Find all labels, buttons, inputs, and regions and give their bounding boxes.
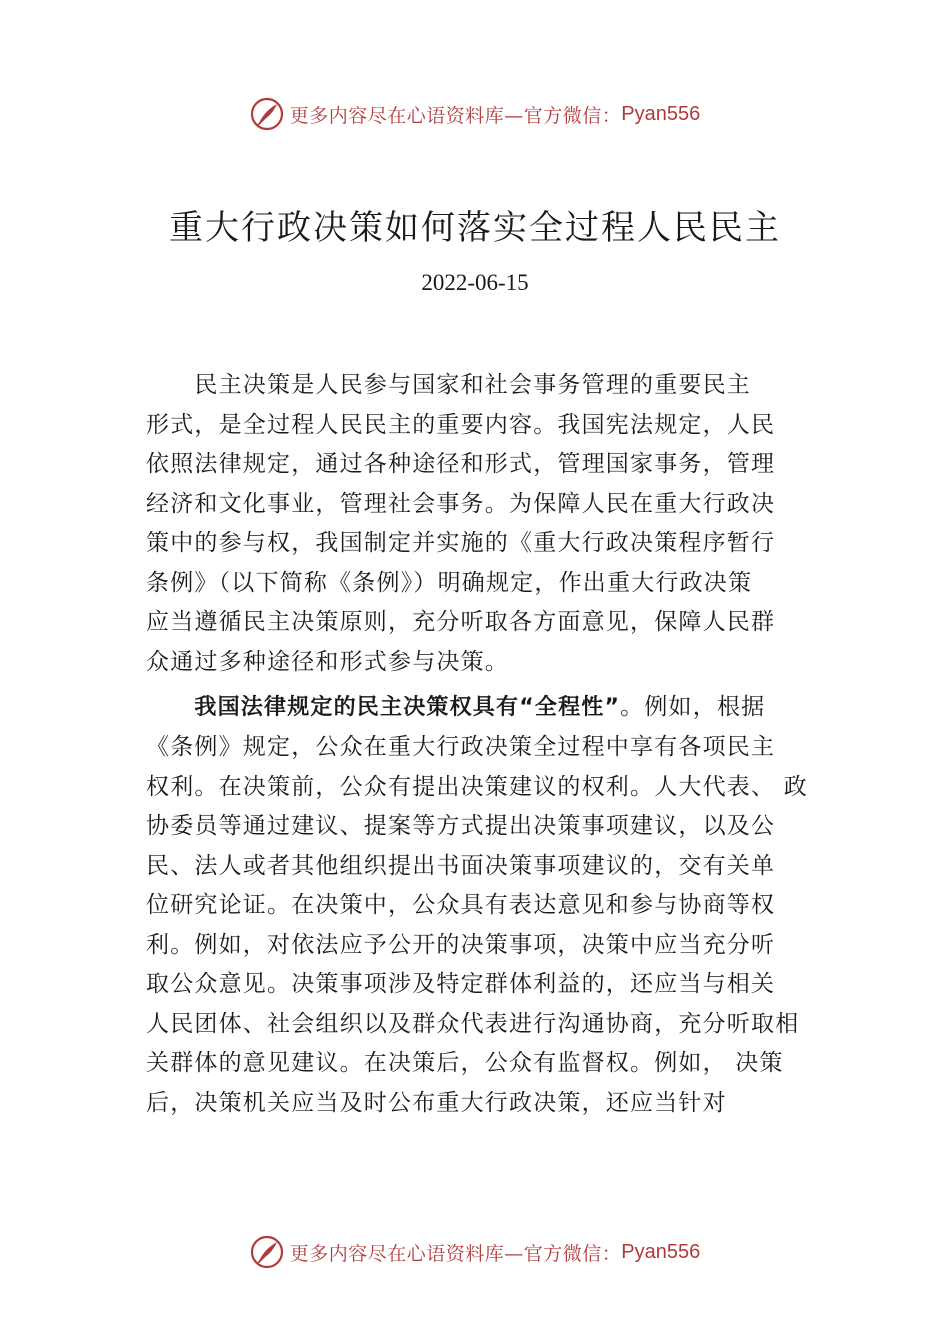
text-line: 依照法律规定，通过各种途径和形式，管理国家事务，管理: [146, 451, 776, 477]
article-date: 2022-06-15: [421, 270, 529, 295]
text-line: 关群体的意见建议。在决策后，公众有监督权。例如， 决策: [146, 1050, 784, 1076]
text-line: 民主决策是人民参与国家和社会事务管理的重要民主: [146, 372, 751, 398]
banner-text: 更多内容尽在心语资料库—官方微信：: [289, 104, 622, 127]
paragraph-1: [146, 366, 826, 682]
banner-text: 更多内容尽在心语资料库—官方微信：: [289, 1242, 622, 1265]
text-line: 权利。在决策前，公众有提出决策建议的权利。人大代表、 政: [146, 773, 808, 800]
text-line: 位研究论证。在决策中，公众具有表达意见和参与协商等权: [146, 892, 776, 918]
text-line: 协委员等通过建议、提案等方式提出决策事项建议，以及公: [146, 813, 776, 839]
text-line: 条例》（以下简称《条例》）明确规定，作出重大行政决策: [146, 569, 753, 596]
quill-logo-icon: [250, 1235, 284, 1269]
text-line: 人民团体、社会组织以及群众代表进行沟通协商，充分听取相: [146, 1010, 800, 1037]
text-line-first: [146, 686, 826, 728]
text-span: 。例如，根据: [620, 694, 766, 720]
footer-banner: [0, 1232, 950, 1272]
text-line: 《条例》规定，公众在重大行政决策全过程中享有各项民主: [146, 734, 776, 760]
paragraph-2: [146, 686, 826, 1123]
text-line: 后，决策机关应当及时公布重大行政决策，还应当针对: [146, 1089, 727, 1116]
text-line: 应当遵循民主决策原则，充分听取各方面意见，保障人民群: [146, 609, 776, 635]
indent: [146, 694, 194, 720]
text-line: 众通过多种途径和形式参与决策。: [146, 648, 509, 675]
bold-lead-sentence: 我国法律规定的民主决策权具有“全程性”: [194, 695, 621, 720]
quill-logo-icon: [250, 97, 284, 131]
text-line: 策中的参与权，我国制定并实施的《重大行政决策程序暂行: [146, 530, 776, 556]
article-title: 重大行政决策如何落实全过程人民民主: [169, 208, 781, 248]
header-banner: [0, 94, 950, 134]
text-line: 民、法人或者其他组织提出书面决策事项建议的，交有关单: [146, 852, 776, 879]
text-line: 取公众意见。决策事项涉及特定群体利益的，还应当与相关: [146, 971, 776, 997]
text-line: 利。例如，对依法应予公开的决策事项，决策中应当充分听: [146, 931, 776, 958]
text-line: 形式，是全过程人民民主的重要内容。我国宪法规定，人民: [146, 411, 776, 438]
text-line: 经济和文化事业，管理社会事务。为保障人民在重大行政决: [146, 490, 776, 517]
wechat-id: Pyan556: [621, 1240, 701, 1263]
wechat-id: Pyan556: [621, 102, 701, 125]
